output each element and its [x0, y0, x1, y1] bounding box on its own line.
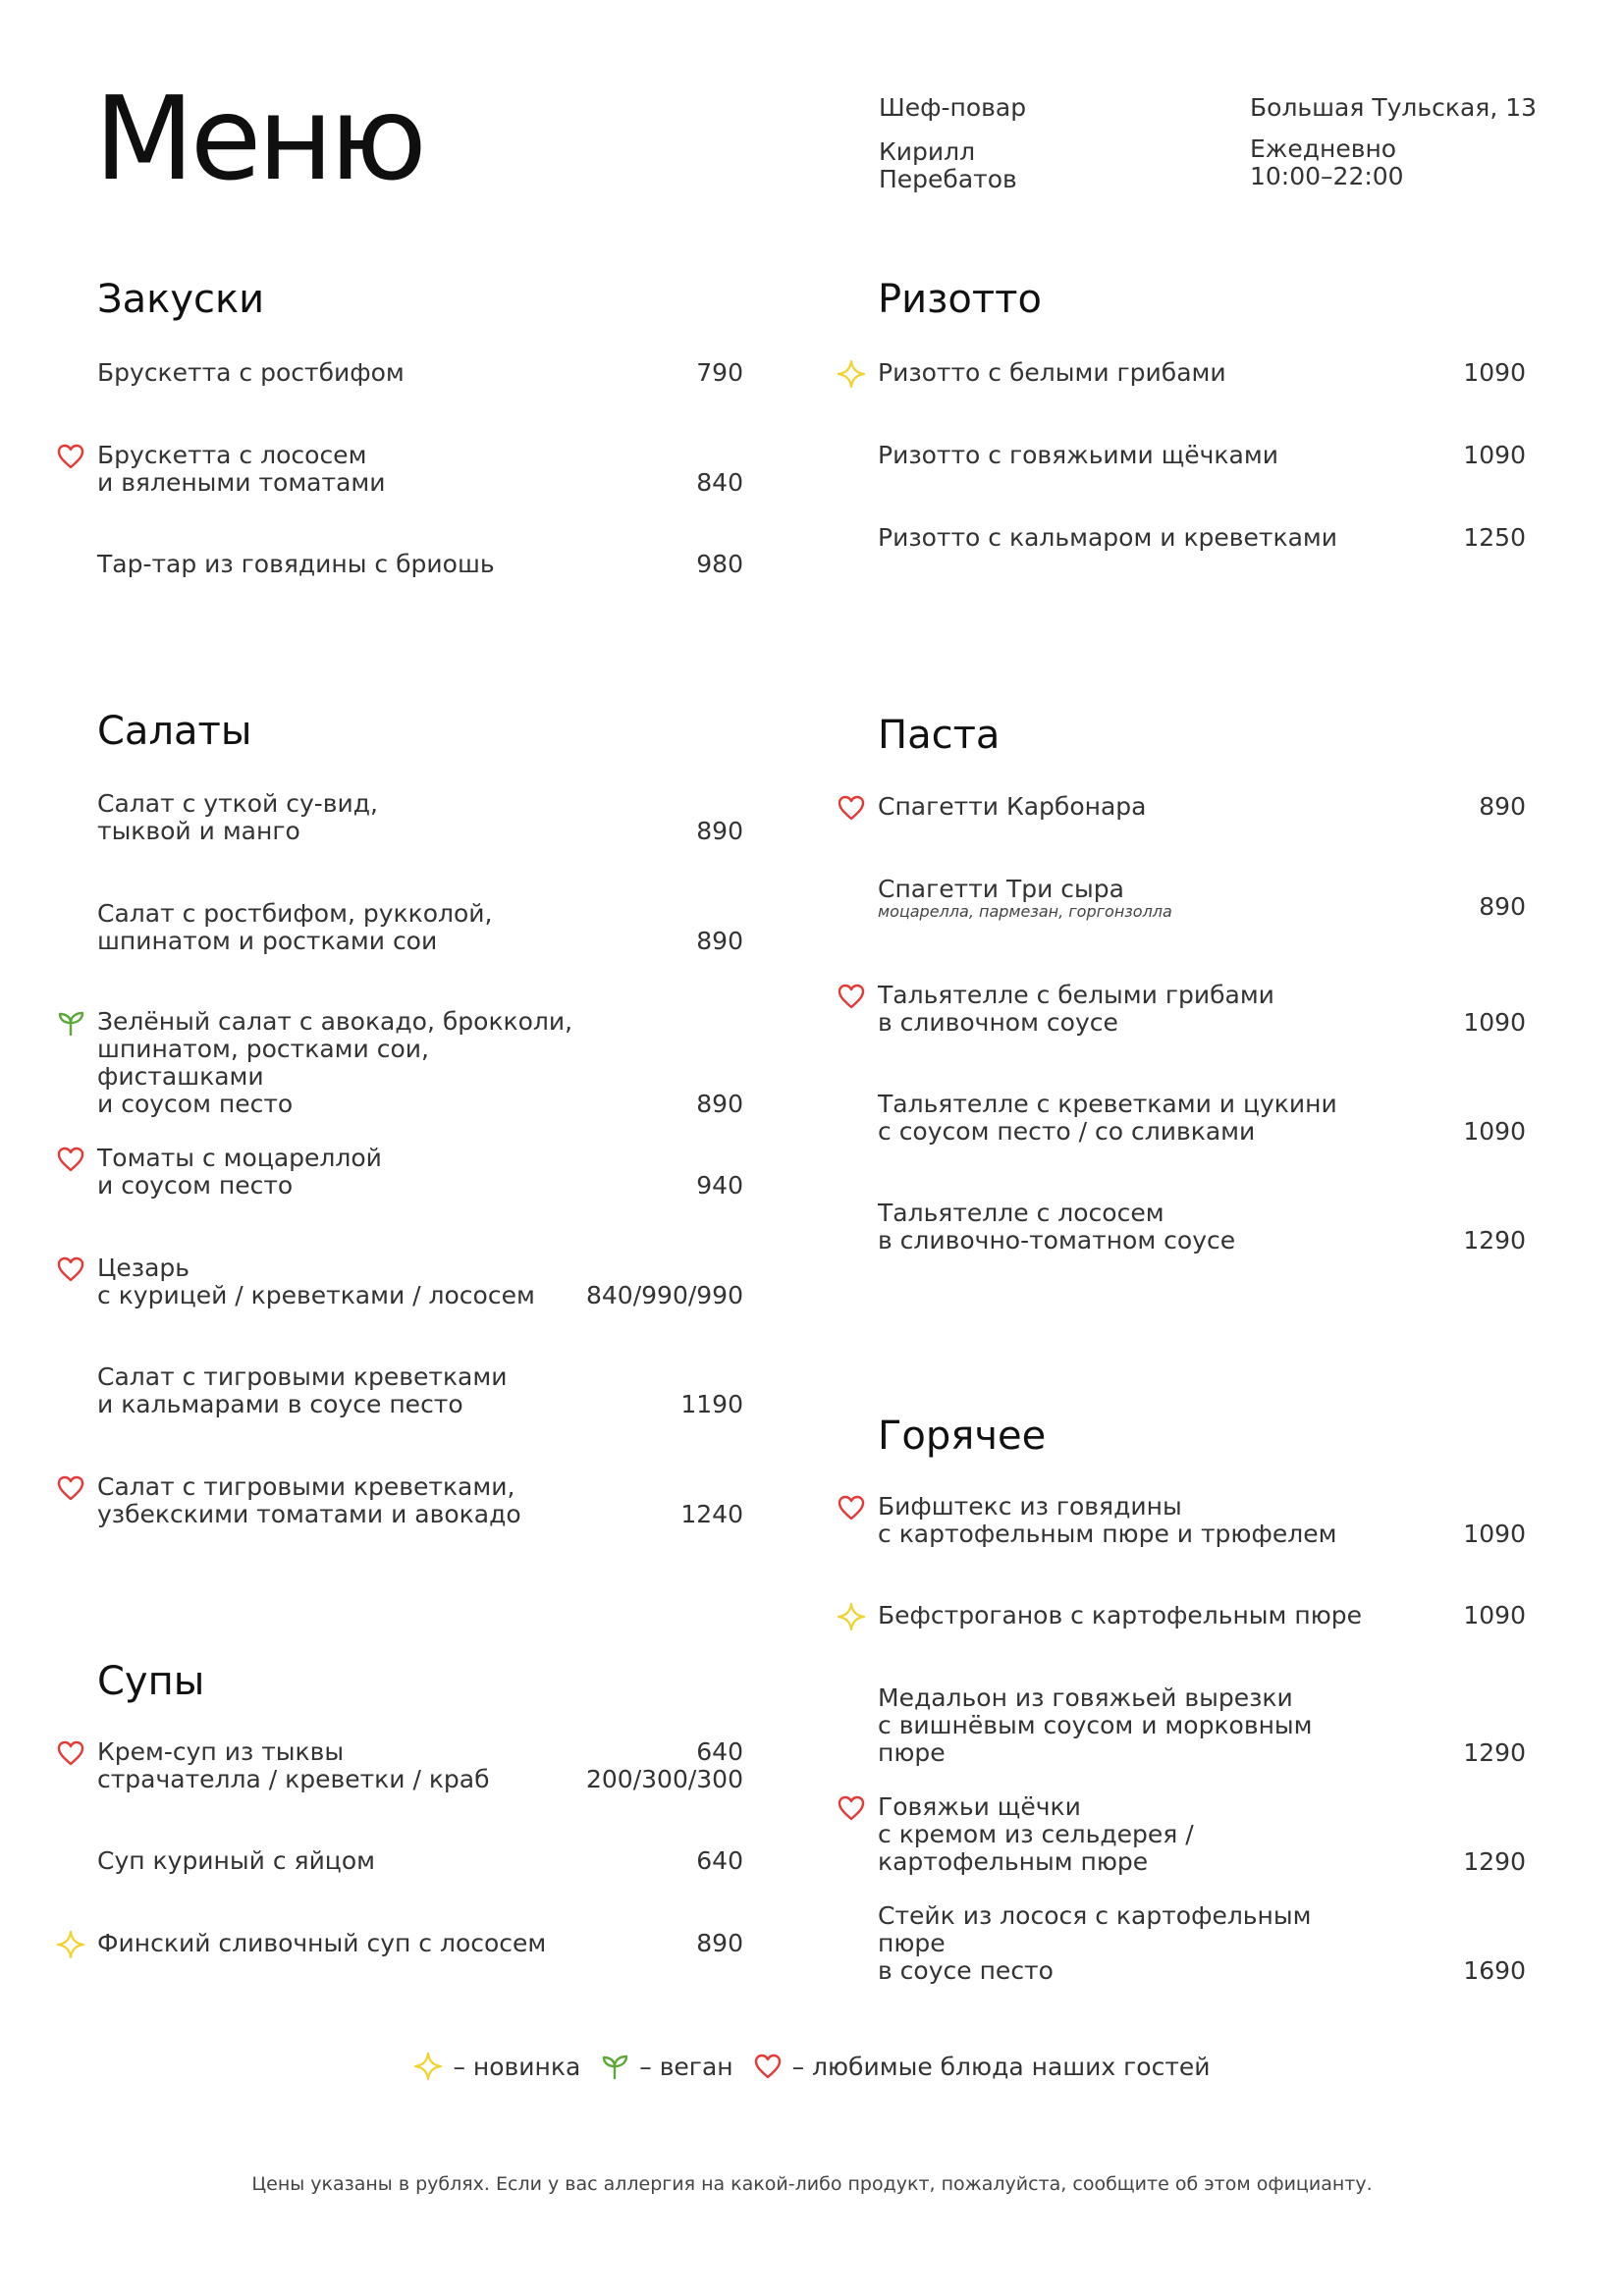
menu-item-name: Говяжьи щёчки с кремом из сельдерея / картофельным пюре — [878, 1792, 1194, 1876]
heart-icon — [837, 982, 866, 1011]
menu-item-name: Томаты с моцареллой и соусом песто — [97, 1144, 382, 1200]
menu-item — [878, 1091, 1526, 1146]
menu-item-price: 1190 — [680, 1390, 743, 1418]
menu-item-price: 890 — [696, 927, 743, 955]
menu-item — [878, 1493, 1526, 1548]
heart-icon — [56, 1255, 85, 1284]
menu-item-name: Тальятелле с белыми грибами в сливочном соусе — [878, 981, 1274, 1037]
menu-item-price: 940 — [696, 1171, 743, 1200]
menu-item-name: Бифштекс из говядины с картофельным пюре и трюфелем — [878, 1492, 1337, 1548]
menu-item-price: 840 — [696, 468, 743, 497]
section-title-goryachee: Горячее — [878, 1414, 1047, 1459]
menu-item-name: Суп куриный с яйцом — [97, 1846, 375, 1875]
legend-vegan: – веган — [600, 2052, 732, 2081]
address: Большая Тульская, 13 — [1250, 93, 1538, 122]
menu-item-price: 1090 — [1463, 1601, 1526, 1629]
sparkle-icon — [413, 2052, 443, 2081]
menu-item — [97, 900, 743, 955]
section-title-pasta: Паста — [878, 713, 1001, 758]
menu-item-name: Брускетта с лососем и вялеными томатами — [97, 441, 386, 497]
menu-item-name: Крем-суп из тыквы страчателла / креветки / краб — [97, 1737, 490, 1793]
menu-item-name: Ризотто с кальмаром и креветками — [878, 523, 1338, 552]
menu-item-name: Финский сливочный суп с лососем — [97, 1929, 547, 1957]
menu-item-price: 840/990/990 — [586, 1281, 743, 1309]
menu-item-price: 640 — [696, 1846, 743, 1875]
menu-item — [97, 1738, 743, 1793]
sparkle-icon — [837, 359, 866, 389]
sparkle-icon — [56, 1930, 85, 1959]
menu-item-price: 1290 — [1463, 1226, 1526, 1255]
menu-item — [878, 1200, 1526, 1255]
menu-item — [97, 442, 743, 497]
menu-item — [97, 790, 743, 845]
menu-item-price: 1290 — [1463, 1738, 1526, 1767]
menu-item-price: 1090 — [1463, 1008, 1526, 1037]
menu-item-name: Ризотто с говяжьими щёчками — [878, 441, 1278, 469]
heart-icon — [753, 2052, 783, 2081]
menu-item-price: 890 — [1479, 892, 1526, 921]
menu-item-price: 890 — [1479, 792, 1526, 821]
menu-item — [97, 1363, 743, 1418]
section-title-rizotto: Ризотто — [878, 277, 1042, 322]
menu-item-name: Бефстроганов с картофельным пюре — [878, 1601, 1362, 1629]
menu-item-name: Салат с тигровыми креветками, узбекскими томатами и авокадо — [97, 1472, 521, 1528]
menu-item — [97, 1930, 743, 1957]
section-title-supy: Супы — [97, 1659, 205, 1704]
menu-item-price: 1290 — [1463, 1847, 1526, 1876]
menu-item-name: Тар-тар из говядины с бриошь — [97, 550, 495, 578]
menu-item — [878, 982, 1526, 1037]
menu-item — [878, 793, 1526, 821]
menu-item-price: 1090 — [1463, 1520, 1526, 1548]
legend-new: – новинка — [413, 2052, 580, 2081]
heart-icon — [837, 793, 866, 823]
heart-icon — [837, 1793, 866, 1823]
menu-item-name: Тальятелле с лососем в сливочно-томатном соусе — [878, 1199, 1236, 1255]
menu-item — [97, 1145, 743, 1200]
legend-favorite: – любимые блюда наших гостей — [753, 2052, 1211, 2081]
chef-label: Шеф-повар — [879, 93, 1027, 122]
menu-item-name: Салат с уткой су-вид, тыквой и манго — [97, 789, 378, 845]
menu-item-name: Медальон из говяжьей вырезки с вишнёвым соусом и морковным пюре — [878, 1683, 1313, 1767]
menu-item-name: Брускетта с ростбифом — [97, 358, 405, 387]
leaf-icon — [600, 2052, 629, 2081]
menu-item — [97, 1255, 743, 1309]
menu-item — [97, 1847, 743, 1875]
menu-item-price: 890 — [696, 1090, 743, 1118]
menu-item-price: 1090 — [1463, 441, 1526, 469]
menu-item-price: 1250 — [1463, 523, 1526, 552]
menu-item-name: Ризотто с белыми грибами — [878, 358, 1226, 387]
menu-item-name: Цезарь с курицей / креветками / лососем — [97, 1254, 535, 1309]
heart-icon — [837, 1493, 866, 1522]
legend — [0, 2052, 1624, 2087]
menu-item-name: Спагетти Три сыра — [878, 875, 1124, 903]
menu-item — [97, 1008, 743, 1118]
menu-item-price: 640 200/300/300 — [586, 1737, 743, 1793]
menu-item — [878, 442, 1526, 469]
menu-item — [878, 359, 1526, 387]
menu-item-name: Салат с тигровыми креветками и кальмарами в соусе песто — [97, 1362, 508, 1418]
heart-icon — [56, 1145, 85, 1174]
menu-item-name: Зелёный салат с авокадо, брокколи, шпинатом, ростками сои, фисташками и соусом песто — [97, 1007, 573, 1118]
footer-note: Цены указаны в рублях. Если у вас аллергия на какой-либо продукт, пожалуйста, сообщите об этом официанту. — [251, 2173, 1373, 2195]
section-title-zakuski: Закуски — [97, 277, 265, 322]
page-title: Меню — [94, 71, 423, 206]
chef-name: Кирилл Перебатов — [879, 137, 1017, 193]
menu-item-price: 1690 — [1463, 1956, 1526, 1985]
opening-hours: Ежедневно 10:00–22:00 — [1250, 134, 1404, 190]
menu-item-name: Салат с ростбифом, рукколой, шпинатом и ростками сои — [97, 899, 493, 955]
menu-item — [878, 1684, 1526, 1767]
heart-icon — [56, 1738, 85, 1768]
menu-item-price: 890 — [696, 1929, 743, 1957]
menu-item-name: Тальятелле с креветками и цукини с соусом песто / со сливками — [878, 1090, 1337, 1146]
heart-icon — [56, 1473, 85, 1503]
menu-item — [97, 359, 743, 387]
menu-item — [878, 1902, 1526, 1985]
menu-item — [878, 876, 1526, 921]
menu-item-name: Стейк из лосося с картофельным пюре в соусе песто — [878, 1901, 1312, 1985]
menu-item-price: 890 — [696, 817, 743, 845]
menu-item-price: 1090 — [1463, 1117, 1526, 1146]
menu-item-price: 1090 — [1463, 358, 1526, 387]
menu-item — [878, 1793, 1526, 1876]
menu-item — [97, 551, 743, 578]
leaf-icon — [56, 1008, 85, 1038]
sparkle-icon — [837, 1602, 866, 1631]
menu-item-price: 1240 — [680, 1500, 743, 1528]
section-title-salaty: Салаты — [97, 709, 252, 754]
menu-item — [878, 1602, 1526, 1629]
menu-item-name: Спагетти Карбонара — [878, 792, 1147, 821]
menu-item-price: 790 — [696, 358, 743, 387]
menu-item — [878, 524, 1526, 552]
menu-item-price: 980 — [696, 550, 743, 578]
menu-item — [97, 1473, 743, 1528]
heart-icon — [56, 442, 85, 471]
menu-item-description: моцарелла, пармезан, горгонзолла — [878, 902, 1172, 921]
